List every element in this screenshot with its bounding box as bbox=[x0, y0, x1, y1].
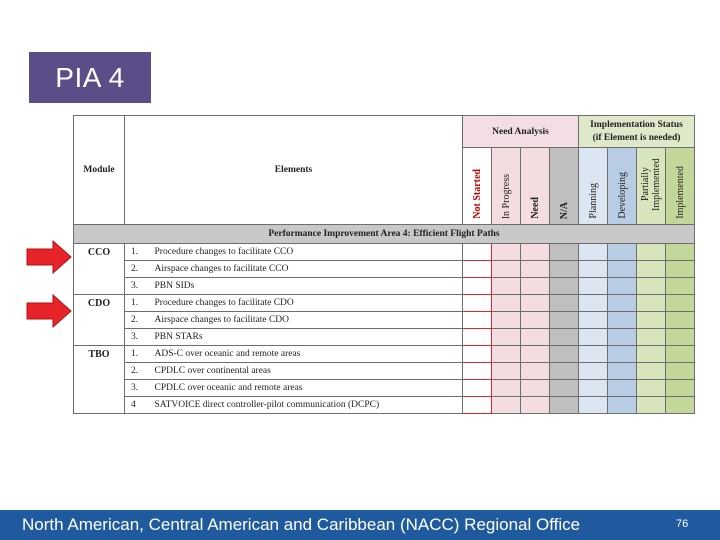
status-cell[interactable] bbox=[550, 329, 579, 346]
status-cell[interactable] bbox=[637, 397, 666, 414]
status-cell[interactable] bbox=[492, 312, 521, 329]
status-cell[interactable] bbox=[463, 312, 492, 329]
element-number: 1. bbox=[125, 346, 151, 363]
element-text: PBN STARs bbox=[151, 329, 463, 346]
status-cell[interactable] bbox=[492, 363, 521, 380]
status-cell[interactable] bbox=[521, 329, 550, 346]
status-cell[interactable] bbox=[492, 380, 521, 397]
status-cell[interactable] bbox=[637, 329, 666, 346]
element-number: 1. bbox=[125, 295, 151, 312]
status-cell[interactable] bbox=[666, 363, 695, 380]
status-cell[interactable] bbox=[666, 295, 695, 312]
status-cell[interactable] bbox=[579, 295, 608, 312]
element-text: Airspace changes to facilitate CCO bbox=[151, 261, 463, 278]
module-name: CDO bbox=[74, 295, 125, 346]
status-cell[interactable] bbox=[550, 244, 579, 261]
status-cell[interactable] bbox=[492, 261, 521, 278]
table-row bbox=[74, 312, 695, 329]
status-cell[interactable] bbox=[492, 346, 521, 363]
element-text: CPDLC over continental areas bbox=[151, 363, 463, 380]
status-cell[interactable] bbox=[521, 346, 550, 363]
status-cell[interactable] bbox=[463, 261, 492, 278]
element-text: CPDLC over oceanic and remote areas bbox=[151, 380, 463, 397]
status-cell[interactable] bbox=[637, 312, 666, 329]
footer-org-text: North American, Central American and Caribbean (NACC) Regional Office bbox=[22, 515, 581, 534]
status-cell[interactable] bbox=[492, 278, 521, 295]
status-cell[interactable] bbox=[579, 329, 608, 346]
status-cell[interactable] bbox=[608, 346, 637, 363]
arrow-right-icon bbox=[26, 294, 72, 328]
status-cell[interactable] bbox=[550, 397, 579, 414]
status-cell[interactable] bbox=[550, 380, 579, 397]
status-cell[interactable] bbox=[492, 329, 521, 346]
table-row bbox=[74, 329, 695, 346]
status-cell[interactable] bbox=[666, 261, 695, 278]
footer-bar bbox=[0, 510, 720, 540]
status-cell[interactable] bbox=[550, 278, 579, 295]
table-row bbox=[74, 363, 695, 380]
status-cell[interactable] bbox=[579, 380, 608, 397]
status-cell[interactable] bbox=[579, 278, 608, 295]
status-cell[interactable] bbox=[550, 261, 579, 278]
header-need-analysis: Need Analysis bbox=[463, 116, 579, 148]
element-number: 3. bbox=[125, 380, 151, 397]
status-cell[interactable] bbox=[637, 261, 666, 278]
element-text: ADS-C over oceanic and remote areas bbox=[151, 346, 463, 363]
element-text: PBN SIDs bbox=[151, 278, 463, 295]
table-row bbox=[74, 346, 695, 363]
table-row bbox=[74, 244, 695, 261]
status-cell[interactable] bbox=[637, 278, 666, 295]
status-cell[interactable] bbox=[608, 329, 637, 346]
status-cell[interactable] bbox=[608, 295, 637, 312]
element-number: 3. bbox=[125, 329, 151, 346]
status-cell[interactable] bbox=[463, 380, 492, 397]
status-cell[interactable] bbox=[666, 346, 695, 363]
module-name: CCO bbox=[74, 244, 125, 295]
status-cell[interactable] bbox=[463, 278, 492, 295]
status-cell[interactable] bbox=[666, 397, 695, 414]
element-number: 3. bbox=[125, 278, 151, 295]
impl-status-line1: Implementation Status bbox=[590, 119, 683, 130]
element-number: 4 bbox=[125, 397, 151, 414]
status-cell[interactable] bbox=[637, 244, 666, 261]
element-text: SATVOICE direct controller-pilot communication (DCPC) bbox=[151, 397, 463, 414]
pia-table bbox=[73, 115, 695, 414]
status-cell[interactable] bbox=[492, 397, 521, 414]
status-cell[interactable] bbox=[637, 295, 666, 312]
column-header-planning: Planning bbox=[579, 148, 608, 225]
status-cell[interactable] bbox=[521, 261, 550, 278]
column-header-in-progress: In Progress bbox=[492, 148, 521, 225]
table-row bbox=[74, 261, 695, 278]
element-number: 2. bbox=[125, 312, 151, 329]
arrow-right-icon bbox=[26, 240, 72, 274]
header-elements: Elements bbox=[125, 116, 463, 225]
column-header-na: N/A bbox=[550, 148, 579, 225]
status-cell[interactable] bbox=[521, 312, 550, 329]
module-name: TBO bbox=[74, 346, 125, 414]
status-cell[interactable] bbox=[550, 346, 579, 363]
status-cell[interactable] bbox=[550, 312, 579, 329]
column-header-implemented: Implemented bbox=[666, 148, 695, 225]
status-cell[interactable] bbox=[579, 244, 608, 261]
status-cell[interactable] bbox=[579, 363, 608, 380]
impl-status-line2: (if Element is needed) bbox=[592, 132, 681, 143]
status-cell[interactable] bbox=[637, 363, 666, 380]
status-cell[interactable] bbox=[521, 278, 550, 295]
area-title: Performance Improvement Area 4: Efficient Flight Paths bbox=[74, 225, 695, 244]
header-implementation-status bbox=[579, 116, 695, 148]
status-cell[interactable] bbox=[608, 312, 637, 329]
status-cell[interactable] bbox=[666, 244, 695, 261]
table-row bbox=[74, 295, 695, 312]
status-cell[interactable] bbox=[579, 261, 608, 278]
column-header-not-started: Not Started bbox=[463, 148, 492, 225]
status-cell[interactable] bbox=[608, 278, 637, 295]
status-cell[interactable] bbox=[637, 346, 666, 363]
status-cell[interactable] bbox=[521, 244, 550, 261]
status-cell[interactable] bbox=[608, 380, 637, 397]
status-cell[interactable] bbox=[492, 244, 521, 261]
status-cell[interactable] bbox=[550, 295, 579, 312]
element-number: 2. bbox=[125, 363, 151, 380]
status-cell[interactable] bbox=[666, 329, 695, 346]
status-cell[interactable] bbox=[463, 295, 492, 312]
element-text: Airspace changes to facilitate CDO bbox=[151, 312, 463, 329]
slide-title: PIA 4 bbox=[29, 52, 151, 103]
status-cell[interactable] bbox=[492, 295, 521, 312]
element-text: Procedure changes to facilitate CDO bbox=[151, 295, 463, 312]
table-row bbox=[74, 380, 695, 397]
status-cell[interactable] bbox=[521, 363, 550, 380]
status-cell[interactable] bbox=[666, 312, 695, 329]
column-header-partially-implemented: Partially Implemented bbox=[637, 148, 666, 225]
status-cell[interactable] bbox=[579, 346, 608, 363]
status-cell[interactable] bbox=[463, 329, 492, 346]
table-row bbox=[74, 397, 695, 414]
status-cell[interactable] bbox=[521, 295, 550, 312]
element-number: 2. bbox=[125, 261, 151, 278]
status-cell[interactable] bbox=[637, 380, 666, 397]
column-header-developing: Developing bbox=[608, 148, 637, 225]
status-cell[interactable] bbox=[579, 397, 608, 414]
status-cell[interactable] bbox=[521, 397, 550, 414]
page-number: 76 bbox=[676, 518, 689, 530]
status-cell[interactable] bbox=[608, 397, 637, 414]
status-cell[interactable] bbox=[463, 397, 492, 414]
status-cell[interactable] bbox=[550, 363, 579, 380]
header-module: Module bbox=[74, 116, 125, 225]
status-cell[interactable] bbox=[608, 261, 637, 278]
column-header-need: Need bbox=[521, 148, 550, 225]
status-cell[interactable] bbox=[463, 363, 492, 380]
status-cell[interactable] bbox=[463, 346, 492, 363]
status-cell[interactable] bbox=[579, 312, 608, 329]
status-cell[interactable] bbox=[521, 380, 550, 397]
element-text: Procedure changes to facilitate CCO bbox=[151, 244, 463, 261]
status-cell[interactable] bbox=[463, 244, 492, 261]
status-cell[interactable] bbox=[608, 363, 637, 380]
status-cell[interactable] bbox=[608, 244, 637, 261]
element-number: 1. bbox=[125, 244, 151, 261]
status-cell[interactable] bbox=[666, 278, 695, 295]
status-cell[interactable] bbox=[666, 380, 695, 397]
table-row bbox=[74, 278, 695, 295]
